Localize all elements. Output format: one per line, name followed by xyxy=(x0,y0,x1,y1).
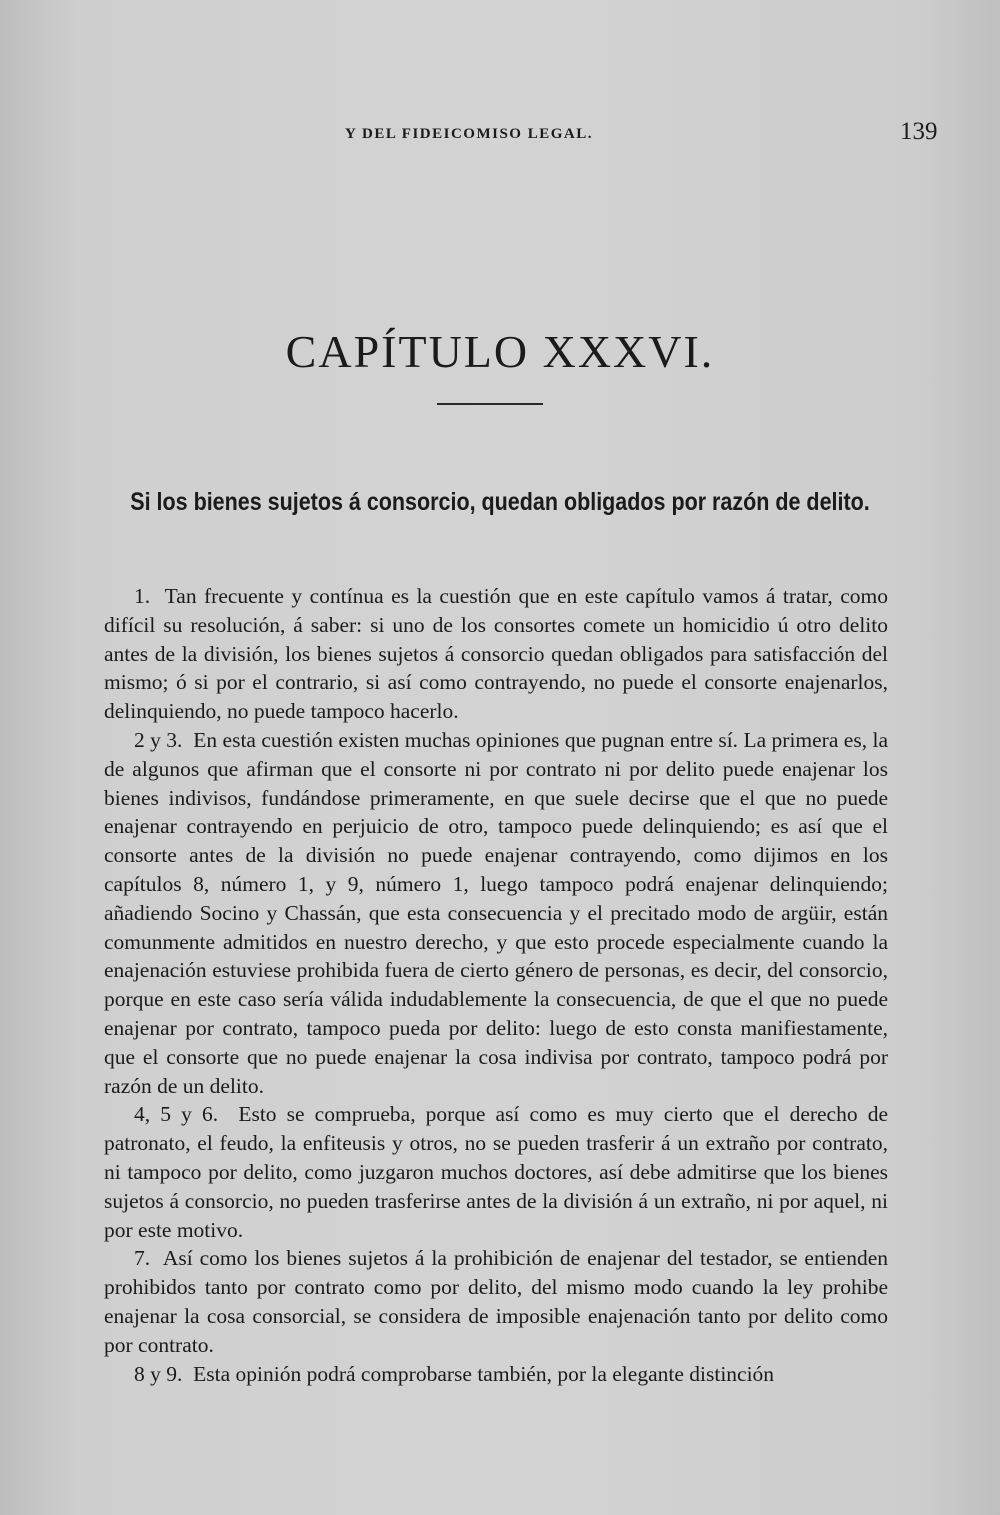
running-title: Y DEL FIDEICOMISO LEGAL. xyxy=(345,126,593,142)
paragraph-text: Esto se comprueba, porque así como es muy cierto que el derecho de patronato, el feudo, la enfiteusis y otros, no se pueden trasferir á un extraño por contrato, ni tampoco por delito, como juzgaron muchos doctores, así debe admitirse que los bienes sujetos á consorcio, no pueden trasferirse antes de la división á un extraño, ni por aquel, ni por este motivo. xyxy=(104,1102,889,1242)
paragraph-text: Esta opinión podrá comprobarse también, por la elegante distinción xyxy=(193,1361,775,1386)
paragraph-number: 1. xyxy=(134,584,151,608)
paragraph-text: Así como los bienes sujetos á la prohibición de enajenar del testador, se entienden prohibidos tanto por contrato como por delito, del mismo modo cuando la ley prohibe enajenar la cosa consorcial, se considera de imposible enajenación tanto por delito como por contrato. xyxy=(104,1246,888,1357)
paragraph xyxy=(104,726,888,1100)
paragraph-number: 4, 5 y 6. xyxy=(134,1102,219,1127)
paragraph-number: 2 y 3. xyxy=(134,727,183,752)
page-number: 139 xyxy=(900,118,938,145)
paragraph xyxy=(104,1100,888,1244)
paragraph-number: 7. xyxy=(134,1246,151,1271)
title-rule-divider xyxy=(437,403,543,405)
paragraph xyxy=(104,1360,888,1389)
running-header xyxy=(100,118,938,148)
chapter-title: CAPÍTULO XXXVI. xyxy=(285,326,715,377)
paragraph-text: Tan frecuente y contínua es la cuestión que en este capítulo vamos á tratar, como difícil su resolución, á saber: si uno de los consortes comete un homicidio ú otro delito antes de la división, los bienes sujetos á consorcio quedan obligados para satisfacción del mismo; ó si por el contrario, si así como contrayendo, no puede el consorte enajenarlos, delinquiendo, no puede tampoco hacerlo. xyxy=(104,584,888,724)
paragraph xyxy=(104,582,888,726)
paragraph xyxy=(104,1244,888,1359)
paragraph-number: 8 y 9. xyxy=(134,1361,183,1386)
paragraph-text: En esta cuestión existen muchas opiniones que pugnan entre sí. La primera es, la de algunos que afirman que el consorte ni por contrato ni por delito puede enajenar los bienes indivisos, fundándose primeramente, en que suele decirse que el que no puede enajenar contrayendo en perjuicio de otro, tampoco puede delinquiendo; es así que el consorte antes de la división no puede enajenar contrayendo, como dijimos en los capítulos 8, número 1, y 9, número 1, luego tampoco podrá enajenar delinquiendo; añadiendo Socino y Chassán, que esta consecuencia y el precitado modo de argüir, están comunmente admitidos en nuestro derecho, y que esto procede especialmente cuando la enajenación estuviese prohibida fuera de cierto género de personas, es decir, del consorcio, porque en este caso sería válida indudablemente la consecuencia, de que el que no puede enajenar por contrato, tampoco pueda por delito: luego de esto consta manifiestamente, que el consorte que no puede enajenar la cosa indivisa por contrato, tampoco podrá por razón de un delito. xyxy=(104,727,888,1098)
body-text xyxy=(104,582,888,1388)
chapter-subtitle: Si los bienes sujetos á consorcio, quedan obligados por razón de delito. xyxy=(130,488,870,516)
